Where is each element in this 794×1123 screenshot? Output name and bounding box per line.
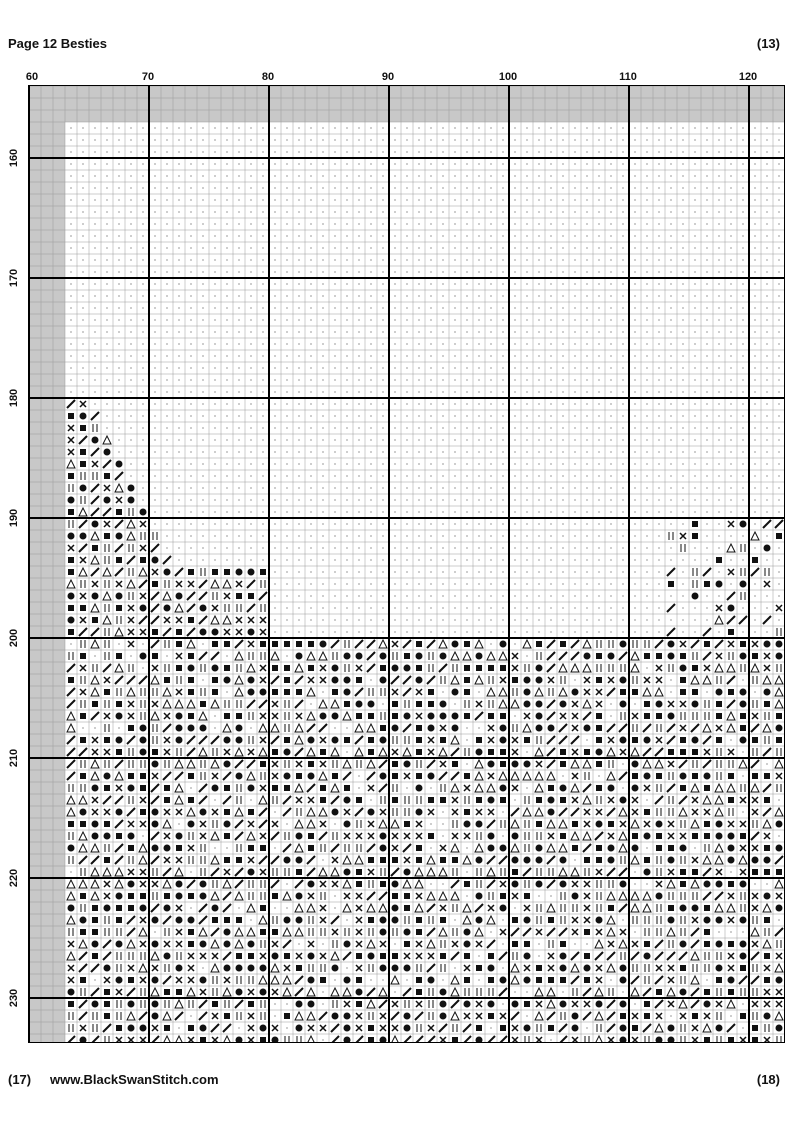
column-label-110: 110 — [619, 71, 637, 83]
row-label-170: 170 — [8, 268, 20, 288]
column-label-120: 120 — [738, 71, 758, 83]
row-label-210: 210 — [8, 748, 20, 768]
row-label-190: 190 — [8, 508, 20, 528]
stitch-symbols — [67, 127, 785, 1043]
footer-right-page-reference: (18) — [756, 1072, 780, 1087]
cross-stitch-chart — [28, 85, 785, 1043]
row-label-200: 200 — [8, 628, 20, 648]
column-label-90: 90 — [381, 71, 395, 83]
row-label-230: 230 — [8, 988, 20, 1008]
column-label-100: 100 — [498, 71, 518, 83]
chart-grid — [29, 86, 785, 1043]
column-label-80: 80 — [261, 71, 275, 83]
footer-left-page-reference: (17) — [8, 1072, 32, 1087]
continued-page-reference: (13) — [756, 36, 780, 51]
footer-website: www.BlackSwanStitch.com — [50, 1072, 219, 1087]
row-label-180: 180 — [8, 388, 20, 408]
row-label-160: 160 — [8, 148, 20, 168]
page-title: Page 12 Besties — [8, 36, 108, 51]
shaded-margin-left — [29, 86, 65, 1043]
column-label-70: 70 — [141, 71, 155, 83]
column-label-60: 60 — [25, 71, 39, 83]
shaded-margin-top — [29, 86, 785, 122]
row-label-220: 220 — [8, 868, 20, 888]
